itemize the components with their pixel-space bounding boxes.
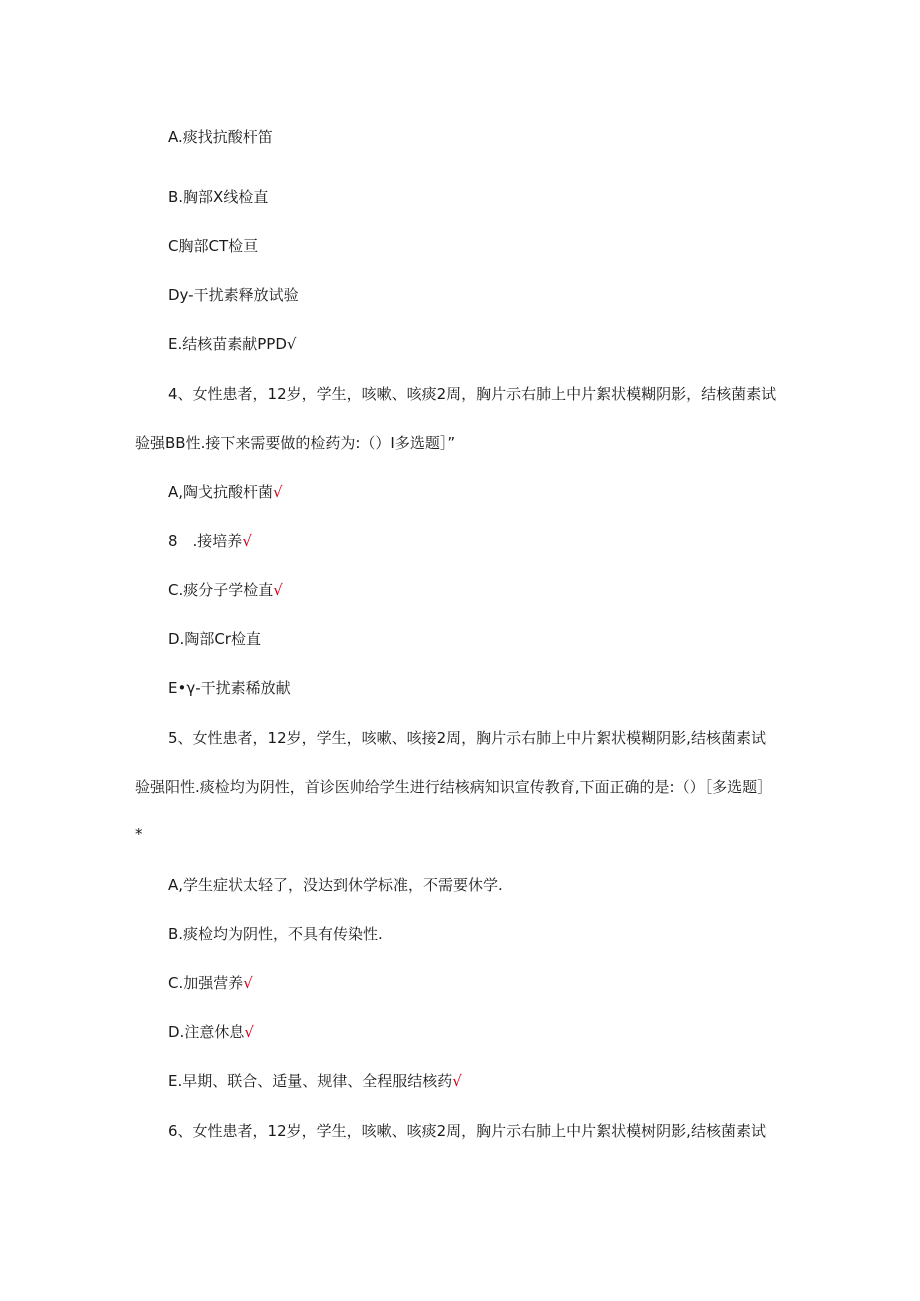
q4-option-e: E•γ-干扰素稀放献	[168, 679, 291, 697]
q4-stem-line2: 验强BB性.接下来需要做的检药为:（）I多选题］”	[135, 434, 456, 452]
check-mark: √	[273, 483, 283, 501]
q4-option-c: C.痰分子学检直√	[168, 581, 283, 599]
q5-option-e: E.早期、联合、适量、规律、全程服结核药√	[168, 1072, 462, 1090]
check-mark: √	[244, 1023, 254, 1041]
q3-option-b: B.胸部X线检直	[168, 188, 269, 206]
q4-option-d: D.陶部Cr检直	[168, 630, 261, 648]
q3-option-a: A.痰找抗酸杆笛	[168, 128, 273, 146]
q4-option-b: 8 .接培养√	[168, 532, 252, 550]
q5-option-d: D.注意休息√	[168, 1023, 254, 1041]
q5-option-a: A,学生症状太轻了，没达到休学标准，不需要休学.	[168, 876, 503, 894]
q5-stem-line2: 验强阳性.痰检均为阴性，首诊医帅给学生进行结核病知识宣传教育,下面正确的是:（）［多选题］	[135, 778, 773, 796]
check-mark: √	[242, 532, 252, 550]
q3-option-e: E.结核苗素献PPD√	[168, 335, 297, 353]
q3-option-d: Dy-干扰素释放试验	[168, 286, 299, 304]
q4-option-a: A,陶戈抗酸杆菌√	[168, 483, 283, 501]
q6-stem-line1: 6、女性患者，12岁，学生，咳嗽、咳痰2周，胸片示右肺上中片絮状模树阴影,结核菌素试	[168, 1122, 766, 1140]
q5-option-c: C.加强营养√	[168, 974, 253, 992]
q5-option-b: B.痰检均为阴性，不具有传染性.	[168, 925, 383, 943]
check-mark: √	[273, 581, 283, 599]
q5-stem-line1: 5、女性患者，12岁，学生，咳嗽、咳接2周，胸片示右肺上中片絮状模糊阴影,结核菌素试	[168, 729, 766, 747]
q4-stem-line1: 4、女性患者，12岁，学生，咳嗽、咳痰2周，胸片示右肺上中片絮状模糊阴影，结核菌素试	[168, 385, 777, 403]
check-mark: √	[243, 974, 253, 992]
check-mark: √	[452, 1072, 462, 1090]
q5-stem-line3: *	[135, 825, 143, 843]
q3-option-c: C胸部CT检亘	[168, 237, 259, 255]
